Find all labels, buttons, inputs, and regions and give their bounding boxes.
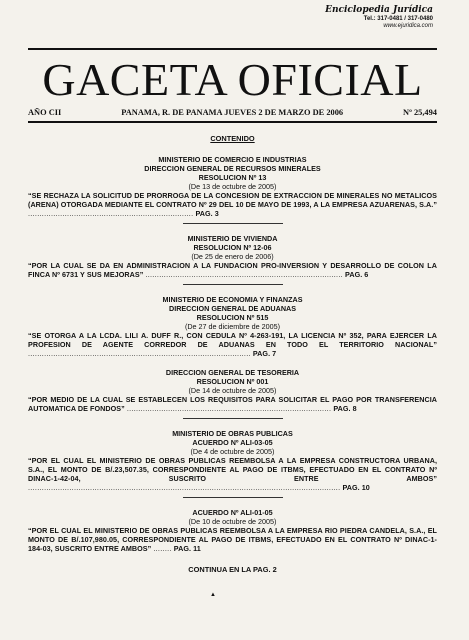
entry-page-ref: PAG. 11 (173, 544, 201, 553)
table-of-contents (28, 134, 437, 574)
entry-heading-line: RESOLUCION Nº 12-06 (193, 243, 272, 252)
entry-leader-dots: ......................................................................................... (126, 404, 332, 413)
entry-heading-line: DIRECCION GENERAL DE RECURSOS MINERALES (144, 164, 321, 173)
entry-date: (De 25 de enero de 2006) (191, 252, 274, 261)
entry-leader-dots: ................................................................................................. (28, 349, 251, 358)
entry-date: (De 4 de octubre de 2005) (190, 447, 275, 456)
entry-date: (De 13 de octubre de 2005) (188, 182, 277, 191)
masthead-title: GACETA OFICIAL (42, 54, 423, 105)
entry-summary (28, 191, 437, 218)
entry-summary-text: “POR LA CUAL SE DA EN ADMINISTRACION A LA FUNDACION PRO-INVERSION Y DESARROLLO DE COLON LA FINCA Nº 6731 Y SUS MEJORAS” (28, 261, 437, 279)
entry-heading-line: DIRECCION GENERAL DE ADUANAS (169, 304, 296, 313)
entry-separator (183, 223, 283, 224)
contents-entry (28, 155, 437, 224)
issue-line (28, 108, 437, 117)
entry-summary (28, 331, 437, 358)
entry-leader-dots: ........ (153, 544, 172, 553)
entry-date: (De 14 de octubre de 2005) (188, 386, 277, 395)
entry-heading-line: RESOLUCION Nº 13 (198, 173, 267, 182)
entry-page-ref: PAG. 10 (342, 483, 370, 492)
issue-place-date: PANAMA, R. DE PANAMA JUEVES 2 DE MARZO DE 2006 (121, 108, 344, 117)
entry-heading-line: MINISTERIO DE VIVIENDA (187, 234, 278, 243)
decorative-mark: ▲ (210, 592, 216, 598)
contents-heading: CONTENIDO (210, 134, 255, 143)
entry-page-ref: PAG. 8 (333, 404, 357, 413)
entry-summary-text: “POR EL CUAL EL MINISTERIO DE OBRAS PUBLICAS REEMBOLSA A LA EMPRESA RIO PIEDRA CANDELA, S.A., EL MONTO DE B/.107,980.05, CORRESPONDIENTE AL PAGO DE ITBMS, EFECTUADO EN EL CONTRATO Nº DINAC-1-184-03, SUSCRITO ENTRE AMBOS” (28, 526, 437, 553)
entry-heading-line: RESOLUCION Nº 515 (196, 313, 269, 322)
entry-heading-line: ACUERDO Nº ALI-03-05 (192, 438, 273, 447)
entry-page-ref: PAG. 3 (195, 209, 219, 218)
entry-heading-line: MINISTERIO DE ECONOMIA Y FINANZAS (162, 295, 303, 304)
entry-summary (28, 261, 437, 279)
entry-leader-dots: ........................................................................................................................................ (28, 483, 341, 492)
continued-on-page-note: CONTINUA EN LA PAG. 2 (188, 565, 277, 574)
stamp-publisher-name: Enciclopedia Jurídica (325, 5, 433, 15)
entry-page-ref: PAG. 6 (345, 270, 369, 279)
entry-heading-line: ACUERDO Nº ALI-01-05 (192, 508, 273, 517)
entry-page-ref: PAG. 7 (252, 349, 277, 358)
entry-separator (183, 418, 283, 419)
entry-summary (28, 395, 437, 413)
contents-entry (28, 508, 437, 553)
issue-number: Nº 25,494 (403, 108, 437, 117)
entry-heading-line: DIRECCION GENERAL DE TESORERIA (165, 368, 300, 377)
entry-summary (28, 456, 437, 492)
entry-summary-text: “SE OTORGA A LA LCDA. LILI A. DUFF R., CON CEDULA Nº 4-263-191, LA LICENCIA Nº 352, PARA EJERCER LA PROFESION DE AGENTE CORREDOR DE ADUANAS EN TODO EL TERRITORIO NACIONAL” (28, 331, 437, 349)
entry-summary (28, 526, 437, 553)
entry-date: (De 27 de diciembre de 2005) (184, 322, 281, 331)
contents-entry (28, 295, 437, 358)
entry-heading-line: RESOLUCION Nº 001 (196, 377, 269, 386)
entry-leader-dots: ........................................................................ (28, 209, 194, 218)
entry-heading-line: MINISTERIO DE OBRAS PUBLICAS (172, 429, 293, 438)
entry-heading-line: MINISTERIO DE COMERCIO E INDUSTRIAS (158, 155, 307, 164)
contents-entry (28, 234, 437, 285)
stamp-website: www.ejuridica.com (383, 23, 433, 29)
publisher-stamp (323, 6, 433, 29)
contents-entry (28, 368, 437, 419)
entry-date: (De 10 de octubre de 2005) (188, 517, 277, 526)
entry-summary-text: “POR EL CUAL EL MINISTERIO DE OBRAS PUBLICAS REEMBOLSA A LA EMPRESA CONSTRUCTORA URBANA, S.A., EL MONTO DE B/.23,507.35, CORRESPONDIENTE AL PAGO DE ITBMS, EFECTUADO EN EL CONTRATO Nº DINAC-1-42-04, SUSCRITO ENTRE AMBOS” (28, 456, 437, 483)
entry-leader-dots: ...................................................................................... (145, 270, 343, 279)
masthead-top-rule (28, 48, 437, 50)
entry-separator (183, 497, 283, 498)
contents-entry (28, 429, 437, 498)
issue-year: AÑO CII (28, 108, 62, 117)
entry-separator (183, 284, 283, 285)
issue-bottom-rule (28, 121, 437, 123)
entry-summary-text: “POR MEDIO DE LA CUAL SE ESTABLECEN LOS REQUISITOS PARA SOLICITAR EL PAGO POR TRANSFERENCIA AUTOMATICA DE FONDOS” (28, 395, 437, 413)
entry-summary-text: “SE RECHAZA LA SOLICITUD DE PRORROGA DE LA CONCESION DE EXTRACCION DE MINERALES NO METALICOS (ARENA) OTORGADA MEDIANTE EL CONTRATO Nº 29 DEL 10 DE MAYO DE 1993, A LA EMPRESA AZUARENAS, S.A.” (28, 191, 437, 209)
stamp-phone: Tel.: 317-0481 / 317-0480 (363, 16, 433, 22)
